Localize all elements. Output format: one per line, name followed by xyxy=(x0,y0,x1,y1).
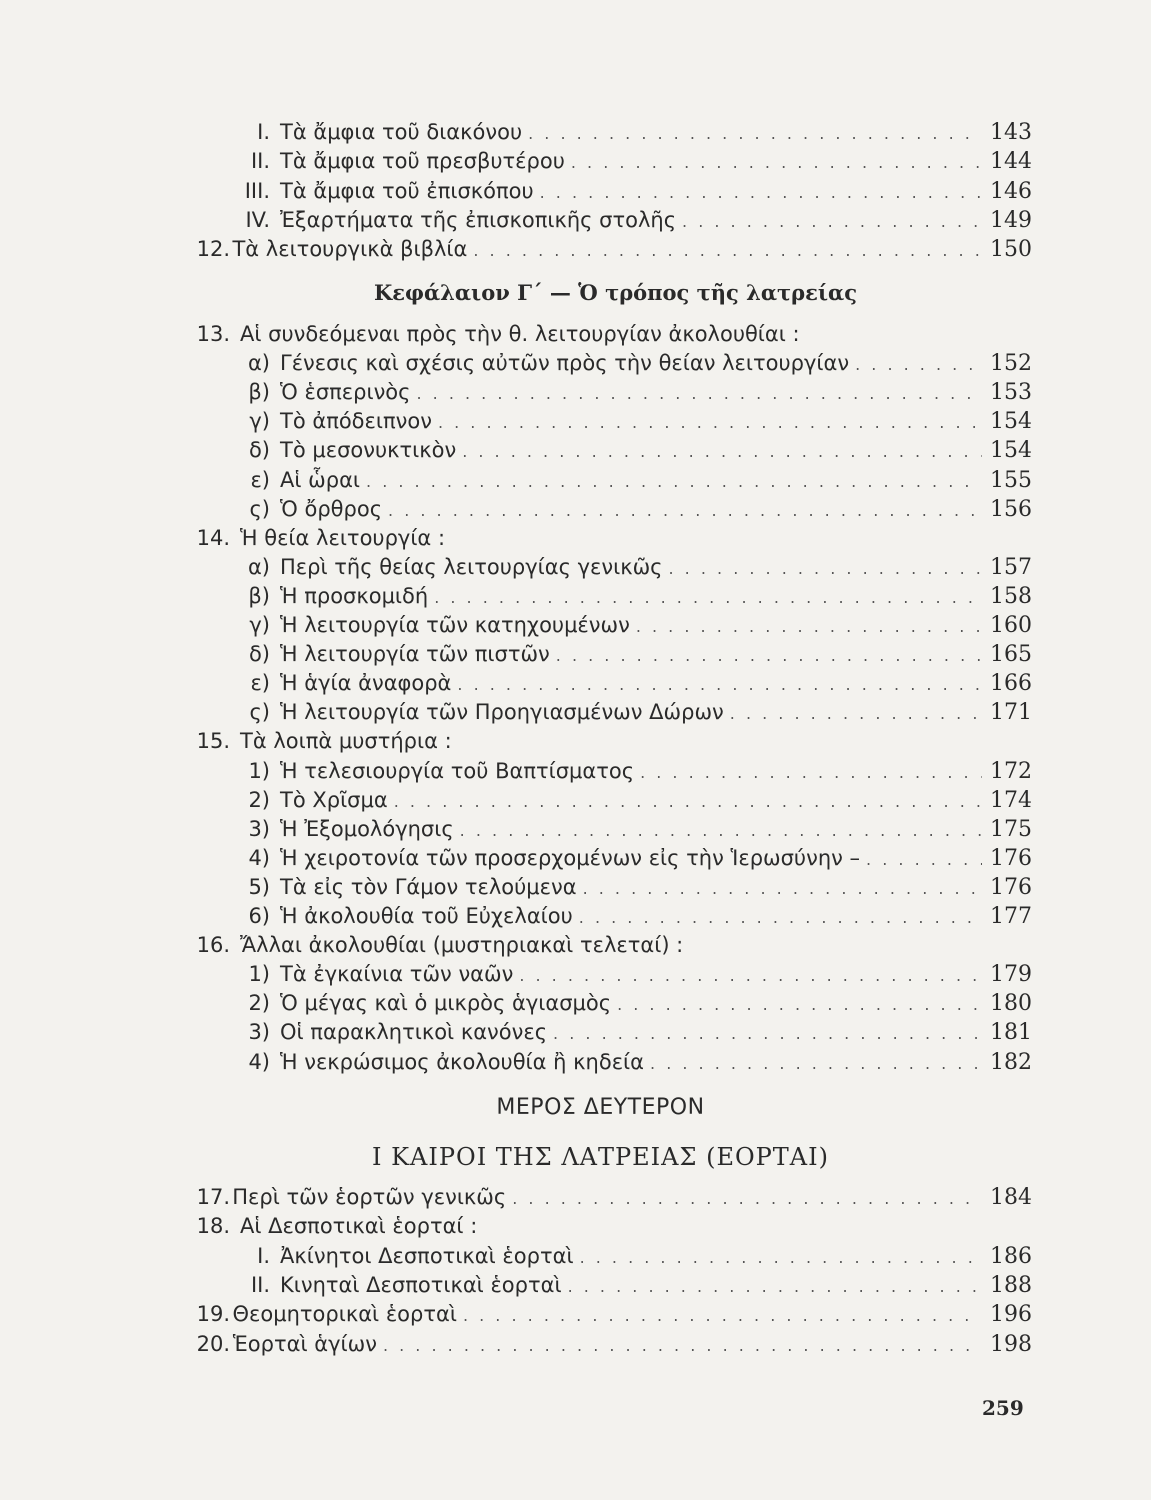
entry-page-number: 172 xyxy=(990,758,1032,784)
leader-dots xyxy=(556,642,982,670)
entry-title: Αἱ ὧραι xyxy=(280,467,361,492)
entry-title: Τὰ ἄμφια τοῦ διακόνου xyxy=(280,120,523,144)
entry-title: Τὰ ἄμφια τοῦ ἐπισκόπου xyxy=(280,178,534,203)
entry-page-number: 186 xyxy=(990,1243,1032,1269)
entry-label: γ) xyxy=(249,613,270,637)
leader-dots xyxy=(457,671,982,699)
leader-dots xyxy=(473,237,982,265)
entry-page-number: 179 xyxy=(990,962,1032,988)
entry-label: 1) xyxy=(248,758,270,783)
toc-entry xyxy=(178,1300,1032,1328)
entry-label: γ) xyxy=(249,409,270,434)
entry-title: Ἡ Ἐξομολόγησις xyxy=(280,816,454,841)
entry-page-number: 176 xyxy=(990,874,1032,900)
leader-dots xyxy=(617,991,982,1019)
toc-entry xyxy=(232,1271,1032,1299)
leader-dots xyxy=(366,468,982,496)
entry-page-number: 184 xyxy=(990,1185,1032,1210)
toc-entry xyxy=(178,931,683,959)
entry-label: ς) xyxy=(249,700,270,725)
entry-page-number: 143 xyxy=(990,120,1032,145)
entry-title: Γένεσις καὶ σχέσις αὐτῶν πρὸς τὴν θείαν λειτουργίαν xyxy=(280,351,850,376)
entry-page-number: 156 xyxy=(990,496,1032,522)
leader-dots xyxy=(636,613,982,641)
entry-title: Ἡ τελεσιουργία τοῦ Βαπτίσματος xyxy=(280,758,635,783)
entry-page-number: 157 xyxy=(990,554,1032,580)
entry-page-number: 150 xyxy=(990,237,1032,263)
leader-dots xyxy=(855,351,982,379)
entry-label: 6) xyxy=(248,904,270,928)
leader-dots xyxy=(580,1244,982,1272)
entry-label: β) xyxy=(248,583,270,608)
entry-label: III. xyxy=(244,178,270,203)
leader-dots xyxy=(460,817,982,845)
leader-dots xyxy=(394,788,982,816)
entry-number: 18. xyxy=(196,1214,230,1239)
section-heading: Ι ΚΑΙΡΟΙ ΤΗΣ ΛΑΤΡΕΙΑΣ (ΕΟΡΤΑΙ) xyxy=(372,1143,829,1171)
chapter-heading: Κεφάλαιον Γ΄ — Ὁ τρόπος τῆς λατρείας xyxy=(373,280,857,305)
toc-entry xyxy=(178,1212,477,1240)
entry-label: 2) xyxy=(248,787,270,812)
entry-label: ς) xyxy=(249,496,270,521)
entry-page-number: 165 xyxy=(990,642,1032,668)
entry-label: β) xyxy=(248,380,270,405)
entry-label: 1) xyxy=(248,962,270,987)
toc-entry xyxy=(232,147,1032,175)
entry-label: α) xyxy=(247,351,270,376)
toc-entry xyxy=(178,524,445,552)
entry-page-number: 158 xyxy=(990,583,1032,609)
leader-dots xyxy=(579,904,982,932)
entry-title: Περὶ τῆς θείας λειτουργίας γενικῶς xyxy=(280,554,663,579)
entry-label: IV. xyxy=(245,207,270,232)
toc-entry xyxy=(178,727,452,755)
leader-dots xyxy=(434,584,982,612)
leader-dots xyxy=(583,875,982,903)
entry-title: Τὰ ἄμφια τοῦ πρεσβυτέρου xyxy=(280,149,565,174)
toc-entry xyxy=(178,1183,1032,1211)
entry-label: 4) xyxy=(248,845,270,870)
entry-page-number: 198 xyxy=(990,1331,1032,1357)
entry-page-number: 176 xyxy=(990,845,1032,871)
toc-entry xyxy=(232,378,1032,406)
toc-entry xyxy=(232,989,1032,1017)
leader-dots xyxy=(383,1332,982,1360)
toc-entry xyxy=(232,844,1032,872)
toc-entry xyxy=(178,1330,1032,1358)
entry-title: Ἡ ἀκολουθία τοῦ Εὐχελαίου xyxy=(280,904,573,928)
entry-title: Ἡ λειτουργία τῶν Προηγιασμένων Δώρων xyxy=(280,700,724,725)
entry-number: 17. xyxy=(196,1185,230,1209)
toc-entry xyxy=(232,815,1032,843)
entry-title: Θεομητορικαὶ ἑορταὶ xyxy=(232,1302,457,1327)
toc-entry xyxy=(232,669,1032,697)
toc-entry xyxy=(232,466,1032,494)
entry-page-number: 160 xyxy=(990,613,1032,638)
leader-dots xyxy=(730,700,982,728)
entry-label: I. xyxy=(257,120,270,144)
toc-entry xyxy=(178,235,1032,263)
entry-label: 3) xyxy=(248,816,270,841)
leader-dots xyxy=(388,497,982,525)
toc-entry xyxy=(232,1048,1032,1076)
entry-title: Αἱ Δεσποτικαὶ ἑορταί : xyxy=(240,1214,478,1239)
entry-page-number: 144 xyxy=(990,149,1032,175)
entry-page-number: 153 xyxy=(990,380,1032,406)
entry-title: Ἡ θεία λειτουργία : xyxy=(240,525,446,550)
entry-title: Περὶ τῶν ἑορτῶν γενικῶς xyxy=(232,1185,507,1209)
entry-page-number: 154 xyxy=(990,438,1032,464)
entry-title: Ὁ ἑσπερινὸς xyxy=(280,380,411,405)
entry-label: 4) xyxy=(248,1049,270,1074)
entry-label: ε) xyxy=(250,467,270,492)
entry-number: 19. xyxy=(196,1302,230,1327)
toc-entry xyxy=(232,118,1032,146)
entry-page-number: 155 xyxy=(990,467,1032,493)
toc-entry xyxy=(232,786,1032,814)
leader-dots xyxy=(512,1185,982,1213)
leader-dots xyxy=(866,846,982,874)
leader-dots xyxy=(682,208,982,236)
toc-entry xyxy=(232,873,1032,901)
entry-page-number: 174 xyxy=(990,787,1032,813)
entry-number: 15. xyxy=(196,729,230,754)
entry-page-number: 166 xyxy=(990,671,1032,697)
entry-title: Οἱ παρακλητικοὶ κανόνες xyxy=(280,1020,548,1045)
entry-title: Ἡ προσκομιδή xyxy=(280,583,429,608)
entry-page-number: 188 xyxy=(990,1272,1032,1298)
leader-dots xyxy=(416,380,982,408)
entry-number: 14. xyxy=(196,525,230,550)
entry-page-number: 180 xyxy=(990,991,1032,1017)
leader-dots xyxy=(540,179,982,207)
entry-label: I. xyxy=(257,1243,270,1268)
toc-entry xyxy=(232,611,1032,639)
entry-title: Ἡ νεκρώσιμος ἀκολουθία ἢ κηδεία xyxy=(280,1049,645,1074)
leader-dots xyxy=(650,1050,982,1078)
entry-title: Ἐξαρτήματα τῆς ἐπισκοπικῆς στολῆς xyxy=(280,207,677,232)
entry-page-number: 146 xyxy=(990,178,1032,204)
page-number: 259 xyxy=(982,1396,1024,1420)
entry-label: δ) xyxy=(248,642,270,667)
entry-title: Ὁ μέγας καὶ ὁ μικρὸς ἁγιασμὸς xyxy=(280,991,612,1016)
entry-title: Ἑορταὶ ἁγίων xyxy=(232,1331,377,1356)
entry-title: Κινηταὶ Δεσποτικαὶ ἑορταὶ xyxy=(280,1272,562,1297)
toc-entry xyxy=(232,177,1032,205)
entry-page-number: 182 xyxy=(990,1049,1032,1075)
toc-entry xyxy=(232,757,1032,785)
entry-label: 3) xyxy=(248,1020,270,1045)
toc-entry xyxy=(232,407,1032,435)
entry-page-number: 177 xyxy=(990,904,1032,929)
toc-entry xyxy=(232,553,1032,581)
leader-dots xyxy=(571,149,982,177)
entry-title: Τὰ λοιπὰ μυστήρια : xyxy=(240,729,452,754)
leader-dots xyxy=(568,1273,982,1301)
entry-title: Τὰ λειτουργικὰ βιβλία xyxy=(232,237,468,262)
entry-title: Τὸ Χρῖσμα xyxy=(280,787,388,812)
toc-entry xyxy=(232,206,1032,234)
entry-page-number: 196 xyxy=(990,1302,1032,1328)
entry-title: Τὰ ἐγκαίνια τῶν ναῶν xyxy=(280,962,514,987)
entry-label: 2) xyxy=(248,991,270,1016)
toc-entry xyxy=(232,1242,1032,1270)
leader-dots xyxy=(463,1302,982,1330)
entry-number: 13. xyxy=(196,322,230,346)
entry-page-number: 171 xyxy=(990,700,1032,726)
toc-entry xyxy=(232,640,1032,668)
entry-title: Ἡ ἁγία ἀναφορὰ xyxy=(280,671,452,696)
entry-title: Ἄλλαι ἀκολουθίαι (μυστηριακαὶ τελεταί) : xyxy=(240,933,684,958)
toc-entry xyxy=(232,1018,1032,1046)
entry-label: II. xyxy=(250,149,270,174)
toc-entry xyxy=(232,960,1032,988)
toc-entry xyxy=(232,495,1032,523)
entry-number: 20. xyxy=(196,1331,230,1356)
toc-entry xyxy=(232,349,1032,377)
part-heading: ΜΕΡΟΣ ΔΕΥΤΕΡΟΝ xyxy=(496,1095,705,1120)
entry-label: II. xyxy=(250,1272,270,1297)
entry-title: Ἡ λειτουργία τῶν πιστῶν xyxy=(280,642,550,667)
entry-label: ε) xyxy=(250,671,270,696)
entry-page-number: 175 xyxy=(990,816,1032,842)
entry-title: Τὰ εἰς τὸν Γάμον τελούμενα xyxy=(280,874,577,899)
entry-page-number: 154 xyxy=(990,409,1032,435)
leader-dots xyxy=(553,1020,982,1048)
entry-label: α) xyxy=(247,554,270,579)
leader-dots xyxy=(640,759,982,787)
entry-title: Τὸ μεσονυκτικὸν xyxy=(280,438,457,463)
entry-page-number: 181 xyxy=(990,1020,1032,1046)
entry-title: Ἡ λειτουργία τῶν κατηχουμένων xyxy=(280,613,630,637)
entry-title: Ἀκίνητοι Δεσποτικαὶ ἑορταὶ xyxy=(280,1243,574,1268)
leader-dots xyxy=(519,962,982,990)
leader-dots xyxy=(669,555,983,583)
entry-number: 16. xyxy=(196,933,230,958)
toc-entry xyxy=(232,698,1032,726)
entry-label: δ) xyxy=(248,438,270,463)
entry-title: Ὁ ὄρθρος xyxy=(280,496,383,521)
leader-dots xyxy=(528,120,982,148)
entry-title: Αἱ συνδεόμεναι πρὸς τὴν θ. λειτουργίαν ἀκολουθίαι : xyxy=(240,322,800,346)
entry-number: 12. xyxy=(196,237,230,262)
toc-entry xyxy=(232,436,1032,464)
toc-entry xyxy=(178,320,800,348)
toc-entry xyxy=(232,582,1032,610)
entry-label: 5) xyxy=(248,874,270,899)
entry-title: Τὸ ἀπόδειπνον xyxy=(280,409,432,434)
toc-entry xyxy=(232,902,1032,930)
entry-title: Ἡ χειροτονία τῶν προσερχομένων εἰς τὴν Ἱερωσύνην – xyxy=(280,845,861,870)
entry-page-number: 149 xyxy=(990,207,1032,233)
leader-dots xyxy=(462,438,982,466)
leader-dots xyxy=(438,409,982,437)
entry-page-number: 152 xyxy=(990,351,1032,377)
